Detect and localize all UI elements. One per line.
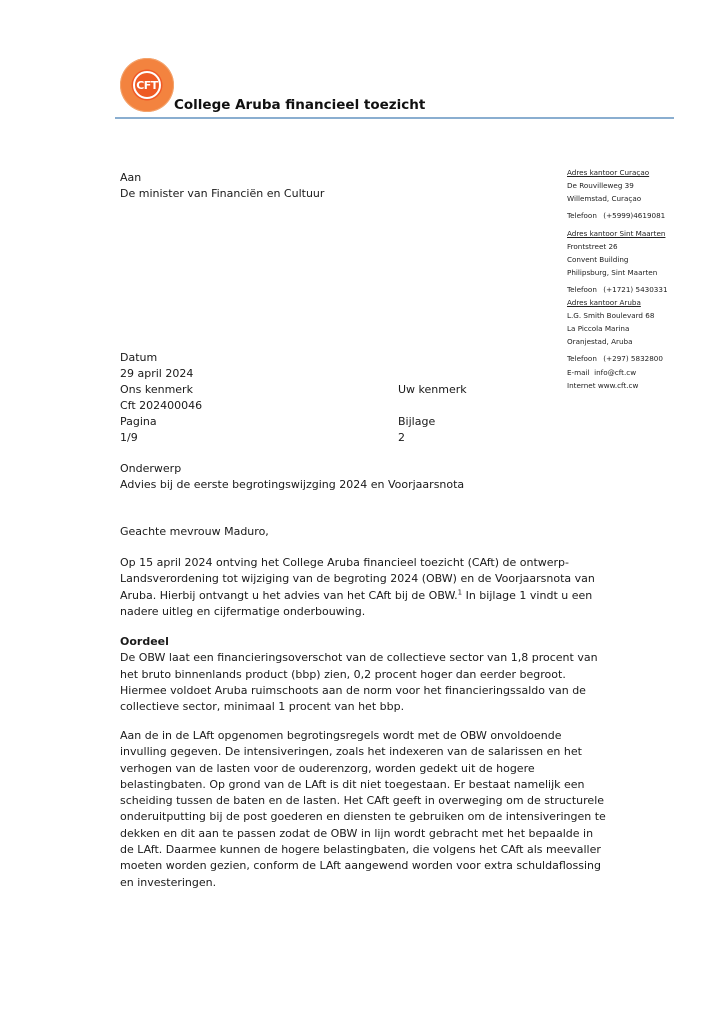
logo-text: CFT bbox=[133, 71, 161, 99]
subject-text: Advies bij de eerste begrotingswijzging 2024 en Voorjaarsnota bbox=[120, 478, 465, 491]
office-sint-maarten bbox=[567, 227, 668, 296]
office-curacao bbox=[567, 166, 665, 222]
office-title: Adres kantoor Sint Maarten bbox=[567, 229, 666, 238]
text-line: Landsverordening tot wijziging van de begroting 2024 (OBW) en de Voorjaarsnota van bbox=[120, 572, 595, 586]
contact-block bbox=[567, 366, 638, 392]
addressee-name: De minister van Financiën en Cultuur bbox=[120, 187, 325, 200]
phone-label: Telefoon bbox=[567, 354, 597, 363]
our-reference-label: Ons kenmerk bbox=[120, 383, 193, 396]
header-divider bbox=[115, 117, 674, 119]
section-heading: Oordeel bbox=[120, 635, 169, 648]
text-span: In bijlage 1 vindt u een bbox=[462, 588, 593, 602]
organization-name: College Aruba financieel toezicht bbox=[174, 97, 426, 113]
office-phone bbox=[567, 352, 663, 365]
intro-paragraph bbox=[120, 555, 690, 620]
text-line: de LAft. Daarmee kunnen de hogere belastingbaten, die volgens het CAft als meevaller bbox=[120, 843, 601, 857]
office-address-line: Oranjestad, Aruba bbox=[567, 337, 633, 346]
phone-number: (+297) 5832800 bbox=[603, 354, 663, 363]
office-address-line: Philipsburg, Sint Maarten bbox=[567, 268, 658, 277]
text-line: en investeringen. bbox=[120, 875, 217, 889]
text-line: moeten worden gezien, conform de LAft aangewend worden voor extra schuldaflossing bbox=[120, 859, 601, 873]
oordeel-section bbox=[120, 634, 690, 715]
website-link[interactable]: www.cft.cw bbox=[597, 381, 639, 390]
text-line: verhogen van de lasten voor de ouderenzorg, worden gedekt uit de hogere bbox=[120, 761, 535, 775]
text-line: belastingbaten. Op grond van de LAft is dit niet toegestaan. Er bestaat namelijk een bbox=[120, 777, 585, 791]
phone-number: (+1721) 5430331 bbox=[603, 285, 668, 294]
text-span: Aruba. Hierbij ontvangt u het advies van het CAft bij de OBW. bbox=[120, 588, 458, 602]
office-address-line: La Piccola Marina bbox=[567, 324, 630, 333]
subject-label: Onderwerp bbox=[120, 462, 182, 475]
text-line: Aan de in de LAft opgenomen begrotingsregels wordt met de OBW onvoldoende bbox=[120, 729, 562, 742]
phone-label: Telefoon bbox=[567, 285, 597, 294]
office-title: Adres kantoor Aruba bbox=[567, 298, 641, 307]
email-link[interactable]: info@cft.cw bbox=[594, 368, 637, 377]
office-phone bbox=[567, 209, 665, 222]
page-label: Pagina bbox=[120, 415, 157, 428]
cft-logo-icon bbox=[120, 58, 174, 112]
text-line: onderuitputting bij de post goederen en diensten te gebruiken om de intensiveringen te bbox=[120, 810, 606, 824]
attachment-value: 2 bbox=[398, 431, 405, 444]
text-line: invulling gegeven. De intensiveringen, zoals het indexeren van de salarissen en het bbox=[120, 745, 582, 759]
text-line: De OBW laat een financieringsoverschot van de collectieve sector van 1,8 procent van bbox=[120, 651, 598, 665]
date-value: 29 april 2024 bbox=[120, 367, 194, 380]
text-line: collectieve sector, minimaal 1 procent van het bbp. bbox=[120, 700, 405, 714]
office-phone bbox=[567, 283, 668, 296]
email-line bbox=[567, 366, 638, 379]
office-aruba bbox=[567, 296, 663, 365]
text-line: scheiding tussen de baten en de lasten. Het CAft geeft in overweging om de structurele bbox=[120, 794, 605, 808]
salutation: Geachte mevrouw Maduro, bbox=[120, 525, 269, 538]
text-line: het bruto binnenlands product (bbp) zien, 0,2 procent hoger dan eerder begroot. bbox=[120, 667, 566, 681]
phone-label: Telefoon bbox=[567, 211, 597, 220]
phone-number: (+5999)4619081 bbox=[603, 211, 666, 220]
date-label: Datum bbox=[120, 351, 158, 364]
office-address-line: De Rouvilleweg 39 bbox=[567, 181, 634, 190]
addressee-label: Aan bbox=[120, 171, 142, 184]
laft-paragraph bbox=[120, 728, 690, 891]
email-label: E-mail bbox=[567, 368, 590, 377]
footnote-reference[interactable]: 1 bbox=[457, 587, 463, 596]
attachment-label: Bijlage bbox=[398, 415, 436, 428]
text-line: dekken en dit aan te passen zodat de OBW in lijn wordt gebracht met het bepaalde in bbox=[120, 826, 594, 840]
text-line: nadere uitleg en cijfermatige onderbouwing. bbox=[120, 604, 366, 618]
your-reference-label: Uw kenmerk bbox=[398, 383, 467, 396]
office-address-line: Frontstreet 26 bbox=[567, 242, 618, 251]
office-address-line: Willemstad, Curaçao bbox=[567, 194, 642, 203]
office-address-line: L.G. Smith Boulevard 68 bbox=[567, 311, 655, 320]
office-title: Adres kantoor Curaçao bbox=[567, 168, 650, 177]
internet-line bbox=[567, 379, 638, 392]
text-line bbox=[120, 588, 690, 604]
office-address-line: Convent Building bbox=[567, 255, 629, 264]
text-line: Hiermee voldoet Aruba ruimschoots aan de norm voor het financieringssaldo van de bbox=[120, 683, 586, 697]
internet-label: Internet bbox=[567, 381, 596, 390]
our-reference-value: Cft 202400046 bbox=[120, 399, 203, 412]
text-line: Op 15 april 2024 ontving het College Aruba financieel toezicht (CAft) de ontwerp- bbox=[120, 556, 569, 569]
page-value: 1/9 bbox=[120, 431, 138, 444]
